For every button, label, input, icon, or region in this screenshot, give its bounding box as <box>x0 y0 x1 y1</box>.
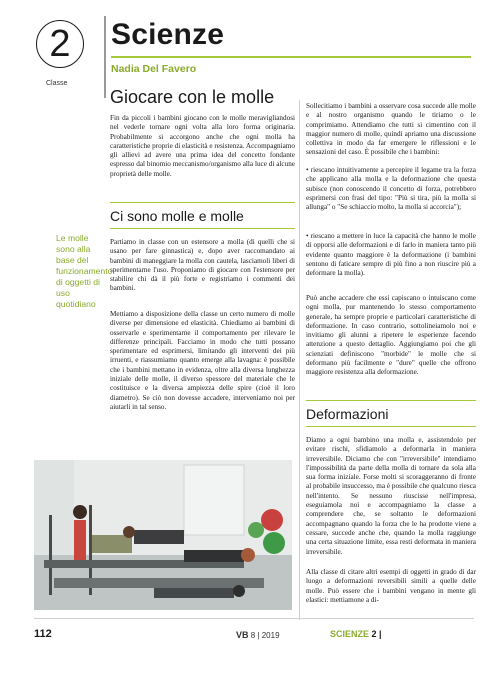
header-divider <box>104 16 106 98</box>
author-name: Nadia Del Favero <box>111 63 197 75</box>
sidenote: Le molle sono alla base del funzionamento di oggetti di uso quotidiano <box>56 233 113 309</box>
paragraph: Sollecitiamo i bambini a osservare cosa succede alle molle e al nostro organismo quando le tiriamo o le comprimiamo. Attendiamo che tutti si cimentino con il maggior numero di molle, quindi apriamo una discussione collettiva in modo da far emergere le riflessioni e le sensazioni del caso. È possibile che i bambini: <box>306 102 476 157</box>
bullet-item: • riescano intuitivamente a percepire il legame tra la forza che applicano alla molla e la deformazione che questa subisce (non conoscendo il concetto di forza, potrebbero esprimersi con frasi del tipo: "Più si tira, più la molla si allunga" o "Se schiaccio molto, la molla si accorcia"); <box>306 166 476 212</box>
paragraph: Mettiamo a disposizione della classe un certo numero di molle diverse per dimensione ed elasticità. Chiediamo ai bambini di osservarle e sperimentarne il comportamento per rilevare le differenze principali. Facciamo in modo che tutti possano sperimentare ed esprimersi, limitando gli interventi dei più irruenti, e riassumiamo quanto emerge alla lavagna: è possibile che i bambini mettano in evidenza, oltre alla diversa lunghezza iniziale delle molle, il diverso spessore del materiale che le costituisce e la diversa ampiezza delle spire (cioè il loro diametro). Se ciò non dovesse accadere, interveniamo noi per aiutarli in tal senso. <box>110 310 295 411</box>
column-divider <box>299 100 300 620</box>
paragraph: Partiamo in classe con un estensore a molla (di quelli che si usano per fare ginnastica) e, dopo aver raccomandato ai bambini di maneggiare la molla con cautela, lasciamoli liberi di sperimentarne l'uso. Proponiamo di giocare con l'estensore per stabilire chi dà il più forte e registriamo i commenti dei bambini. <box>110 238 295 293</box>
article-title: Giocare con le molle <box>110 87 275 107</box>
subheading-rule <box>110 228 295 229</box>
footer-section-label: SCIENZE <box>330 629 370 639</box>
footer-section <box>330 629 382 639</box>
issue-number: 8 | 2019 <box>250 631 280 640</box>
class-number-badge: 2 <box>36 20 84 68</box>
subheading-molle: Ci sono molle e molle <box>110 208 244 224</box>
paragraph: Diamo a ogni bambino una molla e, assistendolo per evitare rischi, sfidiamolo a deformarla in maniera irreversibile. Diciamo che con "irreversibile" intendiamo l'impossibilità da parte della molla di tornare da sola alla sua forma iniziale. Forse molti si scoraggeranno di fronte al probabile insuccesso, ma è possibile che qualcuno riesca nell'intento. Se nessuno riuscisse nell'impresa, eseguiamola noi e accompagniamo la classe a comprendere che, se soltanto le deformazioni accompagnano quando la forza che le ha prodotte viene a cessare, succede anche che, quando la molla raggiunge una certa situazione limite, essa resti deformata in maniera irreversibile. <box>306 436 476 556</box>
bullet-item: • riescano a mettere in luce la capacità che hanno le molle di opporsi alle deformazioni e di farlo in maniera tanto più evidente quanto maggiore è la deformazione (i bambini sentono di faticare sempre di più fino a non riuscire più a deformare la molla). <box>306 232 476 278</box>
magazine-issue <box>236 630 280 640</box>
pilates-photo <box>34 460 292 610</box>
photo-illustration <box>34 460 292 610</box>
intro-paragraph: Fin da piccoli i bambini giocano con le molle meravigliandosi nel vederle tornare ogni volta alla loro forma originaria. Probabilmente si accorgono anche che ogni molla ha caratteristiche proprie di elasticità e resistenza. Accompagniamo gli allievi ad avere una prima idea del concetto fondante espresso dal binomio meccanismo/organismo alla luce di alcune proprietà delle molle. <box>110 114 295 178</box>
header-rule <box>111 56 471 58</box>
subheading-rule <box>110 202 295 203</box>
page-number: 112 <box>34 628 52 640</box>
paragraph: Può anche accadere che essi capiscano o intuiscano come ogni molla, pur mantenendo lo stesso comportamento generale, ha sempre proprie e particolari caratteristiche di deformazione. In caso contrario, sottolineiamolo noi e invitiamo gli alunni a ripetere le esperienze facendo attenzione a questo dettaglio. Aggiungiamo poi che gli scienziati definiscono "morbide" le molle che si deformano più facilmente e "dure" quelle che offrono maggiore resistenza alla deformazione. <box>306 294 476 377</box>
subheading-deformazioni: Deformazioni <box>306 406 389 422</box>
subheading-rule <box>306 426 476 427</box>
magazine-logo: VB <box>236 630 249 640</box>
section-title: Scienze <box>111 18 225 51</box>
footer-section-number: 2 | <box>371 629 382 639</box>
subheading-rule <box>306 400 476 401</box>
paragraph: Alla classe di citare altri esempi di oggetti in grado di dar luogo a deformazioni reversibili simili a quelle delle molle. Può essere che i bambini vengano in mente gli elastici: mettiamone a di- <box>306 568 476 604</box>
footer-rule <box>34 618 474 619</box>
class-label: Classe <box>46 80 68 87</box>
